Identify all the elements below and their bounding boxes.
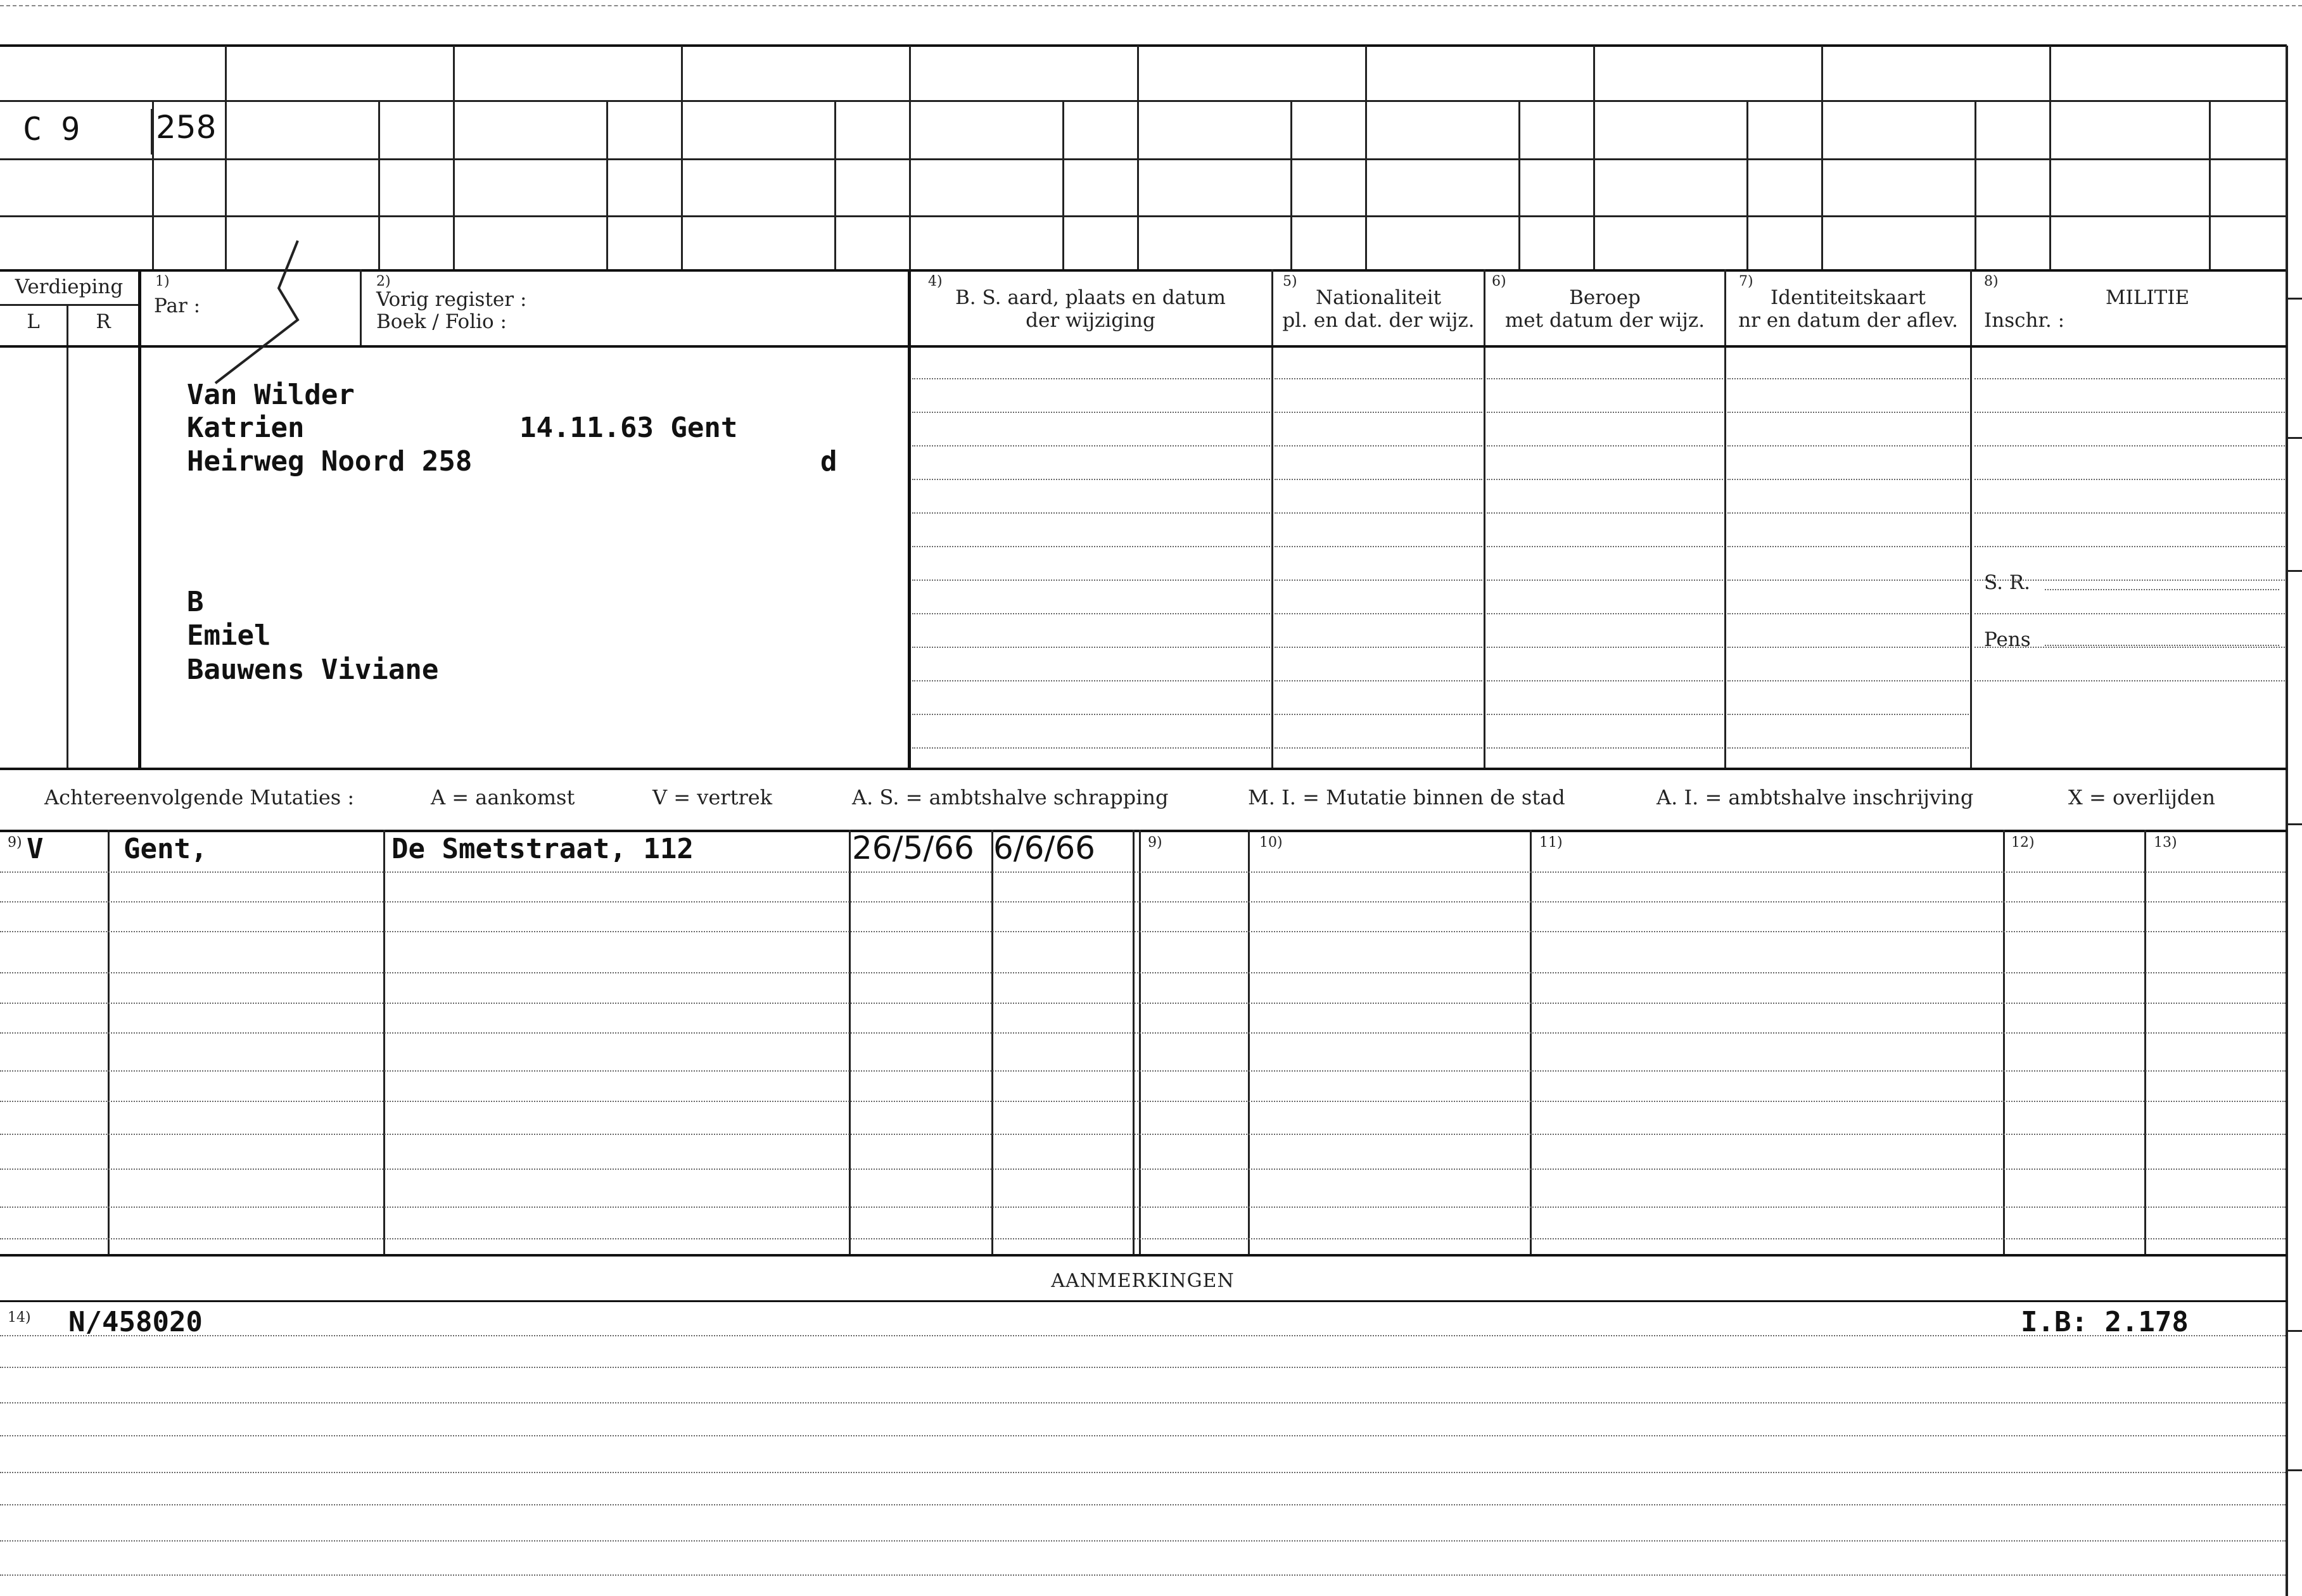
dotted-row xyxy=(1487,714,1723,715)
mutation-row xyxy=(0,972,2286,973)
grid-divider xyxy=(1290,101,1292,269)
dotted-row xyxy=(1727,680,1969,681)
grid-line xyxy=(0,100,2287,102)
nat-header-line1: Nationaliteit xyxy=(1315,286,1442,309)
dotted-row xyxy=(1275,479,1482,480)
person-surname: Van Wilder xyxy=(187,379,355,411)
person-firstname: Katrien xyxy=(187,412,305,444)
mutation-row xyxy=(0,1168,2286,1170)
grid-divider xyxy=(909,46,911,269)
dotted-row xyxy=(1275,580,1482,581)
remarks-row xyxy=(0,1504,2286,1505)
grid-divider xyxy=(1975,101,1976,269)
pens-label: Pens xyxy=(1984,628,2031,651)
dotted-row xyxy=(912,512,1270,514)
dotted-row xyxy=(912,546,1270,547)
mutation-row xyxy=(0,931,2286,932)
inschr-label: Inschr. : xyxy=(1984,309,2065,332)
mutation-date1: 26/5/66 xyxy=(852,830,974,866)
code-separator xyxy=(151,109,152,155)
edge-tick xyxy=(2287,1469,2302,1471)
lr-divider xyxy=(67,305,68,768)
mutation-col xyxy=(991,830,993,1254)
dotted-row xyxy=(912,378,1270,379)
mutation-col12-number: 12) xyxy=(2011,835,2035,851)
remarks-number: 14) xyxy=(8,1310,31,1326)
dotted-row xyxy=(1487,647,1723,648)
dotted-row xyxy=(1487,412,1723,413)
dotted-row xyxy=(1275,378,1482,379)
id-header-line1: Identiteitskaart xyxy=(1771,286,1926,309)
remarks-row xyxy=(0,1435,2286,1436)
dotted-row xyxy=(1975,546,2285,547)
mutation-street: De Smetstraat, 112 xyxy=(391,833,694,865)
mutation-col11-number: 11) xyxy=(1539,835,1563,851)
dotted-row xyxy=(912,647,1270,648)
person-sex: d xyxy=(820,445,837,478)
card-number: 258 xyxy=(156,109,217,146)
grid-line xyxy=(0,215,2287,217)
grid-divider xyxy=(2049,46,2051,269)
mutation-bottom-border xyxy=(0,1254,2287,1257)
legend-death: X = overlijden xyxy=(2068,785,2215,809)
left-label: L xyxy=(27,310,40,333)
mutation-row xyxy=(0,901,2286,902)
dotted-row xyxy=(1727,580,1969,581)
mutation-col xyxy=(2003,830,2005,1254)
dotted-row xyxy=(1275,647,1482,648)
mutation-col xyxy=(383,830,385,1254)
col-divider xyxy=(908,269,911,768)
dotted-row xyxy=(1727,546,1969,547)
dotted-row xyxy=(1275,412,1482,413)
grid-divider xyxy=(2209,101,2211,269)
dotted-row xyxy=(1275,714,1482,715)
legend-title: Achtereenvolgende Mutaties : xyxy=(44,785,355,809)
beroep-number: 6) xyxy=(1492,274,1506,289)
col-divider xyxy=(1970,269,1972,768)
person-section-bottom xyxy=(0,768,2287,770)
remarks-row xyxy=(0,1574,2286,1576)
legend-as: A. S. = ambtshalve schrapping xyxy=(852,785,1169,809)
mutation-col xyxy=(1133,830,1135,1254)
grid-divider xyxy=(453,46,455,269)
remarks-top-border xyxy=(0,1300,2287,1302)
person-father: Emiel xyxy=(187,619,271,652)
mutation-row xyxy=(0,1032,2286,1034)
boek-folio-label: Boek / Folio : xyxy=(376,310,507,333)
grid-divider xyxy=(606,101,608,269)
col-divider xyxy=(360,269,362,345)
mutation-row xyxy=(0,1003,2286,1004)
dotted-row xyxy=(1975,412,2285,413)
remarks-row xyxy=(0,1540,2286,1542)
grid-bottom-border xyxy=(0,269,2287,272)
right-edge xyxy=(2286,46,2288,1596)
dotted-row xyxy=(1727,747,1969,749)
dotted-row xyxy=(1975,445,2285,446)
dotted-row xyxy=(1727,445,1969,446)
mutation-row xyxy=(0,1238,2286,1239)
dotted-row xyxy=(1275,512,1482,514)
mutation-col xyxy=(1248,830,1250,1254)
legend-mi: M. I. = Mutatie binnen de stad xyxy=(1248,785,1565,809)
grid-line xyxy=(0,158,2287,160)
mutation-col xyxy=(1530,830,1532,1254)
edge-tick xyxy=(2287,437,2302,439)
verdieping-line xyxy=(0,304,138,306)
grid-top-border xyxy=(0,44,2287,47)
legend-ai: A. I. = ambtshalve inschrijving xyxy=(1657,785,1974,809)
dotted-row xyxy=(1975,512,2285,514)
dotted-row xyxy=(912,445,1270,446)
grid-divider xyxy=(1365,46,1367,269)
grid-divider xyxy=(1062,101,1064,269)
col-divider xyxy=(1271,269,1273,768)
dotted-row xyxy=(1727,714,1969,715)
dotted-row xyxy=(1487,546,1723,547)
dotted-row xyxy=(1487,512,1723,514)
bs-header-line1: B. S. aard, plaats en datum xyxy=(955,286,1226,309)
header-bottom-border xyxy=(0,345,2287,348)
dotted-row xyxy=(1727,613,1969,614)
edge-tick xyxy=(2287,570,2302,572)
mutation-row xyxy=(0,871,2286,873)
par-number: 1) xyxy=(155,274,170,289)
edge-tick xyxy=(2287,823,2302,825)
dotted-row xyxy=(912,680,1270,681)
dotted-row xyxy=(912,412,1270,413)
beroep-header-line2: met datum der wijz. xyxy=(1504,309,1705,332)
remarks-row xyxy=(0,1367,2286,1368)
dotted-row xyxy=(1975,479,2285,480)
mutation-col9-number: 9) xyxy=(8,835,22,851)
vorig-register-label: Vorig register : xyxy=(376,288,527,311)
grid-divider xyxy=(1518,101,1520,269)
person-status: B xyxy=(187,586,204,618)
grid-divider xyxy=(378,101,380,269)
mutation-row xyxy=(0,1134,2286,1135)
mutation-row xyxy=(0,1101,2286,1102)
mutation-col9b-number: 9) xyxy=(1148,835,1162,851)
dotted-row xyxy=(1487,680,1723,681)
dotted-row xyxy=(1487,445,1723,446)
col-divider xyxy=(1484,269,1485,768)
edge-tick xyxy=(2287,1330,2302,1332)
vorig-number: 2) xyxy=(376,274,391,289)
remarks-row xyxy=(0,1335,2286,1336)
remarks-row xyxy=(0,1472,2286,1473)
col-divider xyxy=(1724,269,1726,768)
mutation-top-border xyxy=(0,830,2287,832)
edge-tick xyxy=(2287,298,2302,300)
grid-divider xyxy=(681,46,683,269)
grid-divider xyxy=(1746,101,1748,269)
dotted-row xyxy=(1727,647,1969,648)
col-divider xyxy=(138,269,141,768)
legend-departure: V = vertrek xyxy=(652,785,773,809)
dotted-row xyxy=(1275,445,1482,446)
mutation-col xyxy=(2144,830,2146,1254)
mutation-col13-number: 13) xyxy=(2154,835,2177,851)
dotted-row xyxy=(1487,747,1723,749)
right-label: R xyxy=(96,310,111,333)
militie-number: 8) xyxy=(1984,274,1999,289)
dotted-row xyxy=(912,580,1270,581)
dotted-row xyxy=(1727,512,1969,514)
nat-number: 5) xyxy=(1283,274,1297,289)
dotted-row xyxy=(1975,680,2285,681)
grid-divider xyxy=(1593,46,1595,269)
dotted-row xyxy=(1975,378,2285,379)
par-label: Par : xyxy=(154,294,201,317)
person-birth: 14.11.63 Gent xyxy=(519,412,738,444)
remarks-ib: I.B: 2.178 xyxy=(2021,1306,2189,1338)
mutation-col xyxy=(849,830,851,1254)
verdieping-label: Verdieping xyxy=(15,276,124,298)
mutation-row xyxy=(0,1206,2286,1208)
mutation-col xyxy=(1139,830,1141,1254)
militie-label: MILITIE xyxy=(2105,286,2190,309)
card-code: C 9 xyxy=(23,111,80,148)
dotted-row xyxy=(1275,747,1482,749)
par-scribble xyxy=(203,238,317,390)
grid-divider xyxy=(834,101,836,269)
mutation-col10-number: 10) xyxy=(1259,835,1283,851)
bs-header-line2: der wijziging xyxy=(1026,309,1155,332)
grid-divider xyxy=(225,46,227,269)
grid-divider xyxy=(1137,46,1139,269)
dotted-row xyxy=(1487,479,1723,480)
mutation-col xyxy=(108,830,110,1254)
dotted-row xyxy=(1975,613,2285,614)
person-mother: Bauwens Viviane xyxy=(187,654,439,686)
remarks-code: N/458020 xyxy=(68,1306,203,1338)
legend-arrival: A = aankomst xyxy=(431,785,575,809)
pens-line xyxy=(2045,645,2279,646)
grid-divider xyxy=(152,101,154,269)
grid-divider xyxy=(1821,46,1823,269)
dotted-row xyxy=(1275,613,1482,614)
dotted-row xyxy=(912,479,1270,480)
mutation-row xyxy=(0,1070,2286,1072)
mutation-city: Gent, xyxy=(124,833,208,865)
dotted-row xyxy=(912,747,1270,749)
dotted-row xyxy=(1487,378,1723,379)
dotted-row xyxy=(1487,613,1723,614)
top-edge xyxy=(0,5,2302,6)
sr-label: S. R. xyxy=(1984,571,2031,594)
sr-line xyxy=(2045,589,2279,590)
dotted-row xyxy=(1275,680,1482,681)
beroep-header-line1: Beroep xyxy=(1569,286,1641,309)
mutation-type: V xyxy=(27,833,44,865)
dotted-row xyxy=(912,613,1270,614)
id-number: 7) xyxy=(1739,274,1753,289)
id-header-line2: nr en datum der aflev. xyxy=(1738,309,1958,332)
dotted-row xyxy=(1727,479,1969,480)
mutation-date2: 6/6/66 xyxy=(993,830,1095,866)
bs-number: 4) xyxy=(928,274,943,289)
dotted-row xyxy=(1727,378,1969,379)
dotted-row xyxy=(1275,546,1482,547)
dotted-row xyxy=(1487,580,1723,581)
remarks-title: AANMERKINGEN xyxy=(1051,1270,1235,1292)
dotted-row xyxy=(1727,412,1969,413)
dotted-row xyxy=(912,714,1270,715)
nat-header-line2: pl. en dat. der wijz. xyxy=(1282,309,1475,332)
person-address: Heirweg Noord 258 xyxy=(187,445,473,478)
remarks-row xyxy=(0,1402,2286,1403)
